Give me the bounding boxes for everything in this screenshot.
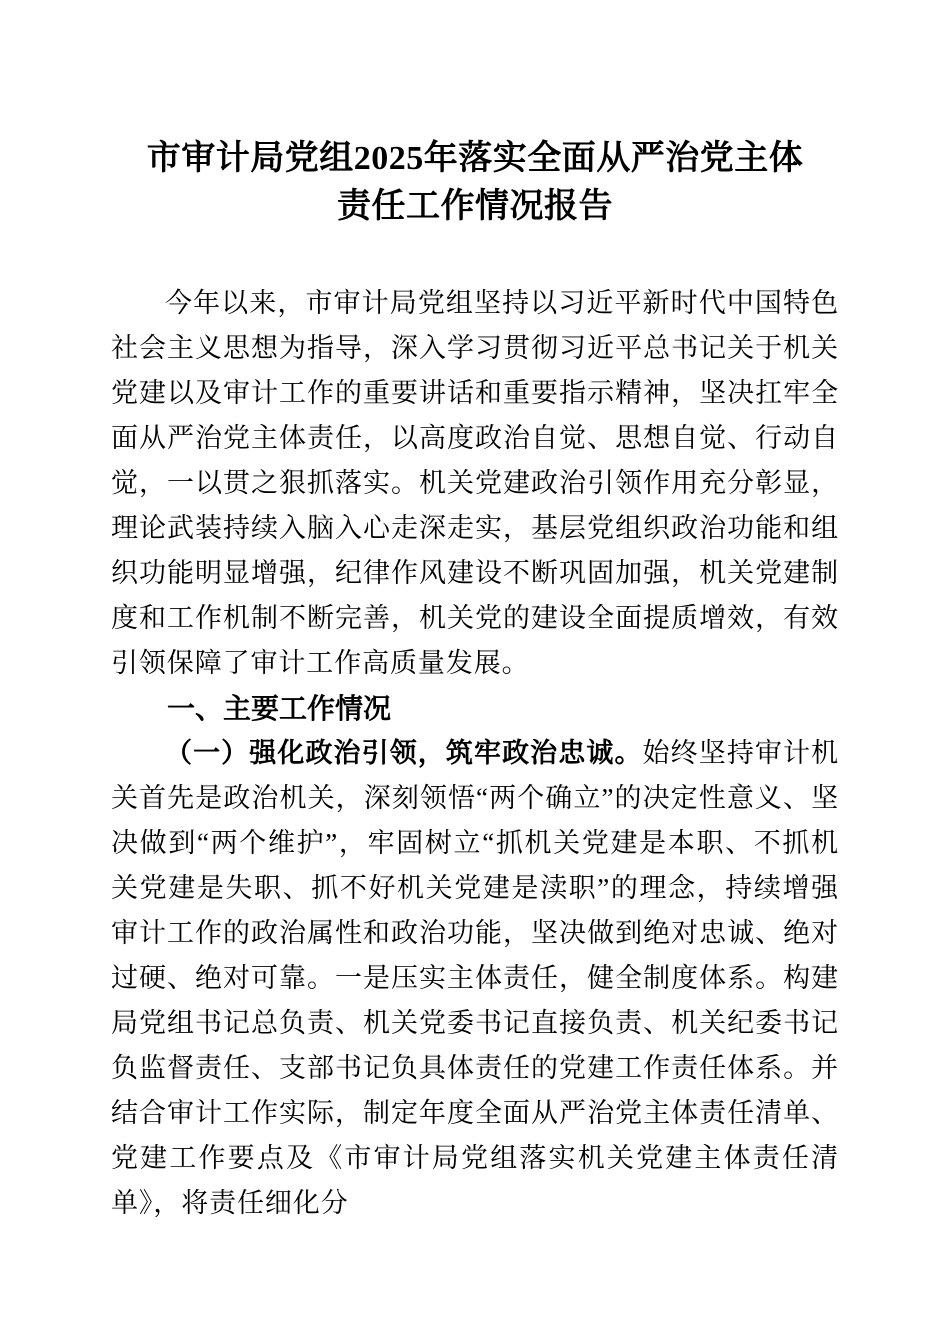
document-content <box>111 0 839 1226</box>
document-title: 市审计局党组2025年落实全面从严治党主体责任工作情况报告 <box>146 140 804 225</box>
subsection-text: 始终坚持审计机关首先是政治机关，深刻领悟“两个确立”的决定性意义、坚决做到“两个维护”，牢固树立“抓机关党建是本职、不抓机关党建是失职、抓不好机关党建是渎职”的理念，持续增强审计工作的政治属性和政治功能，坚决做到绝对忠诚、绝对过硬、绝对可靠。一是压实主体责任，健全制度体系。构建局党组书记总负责、机关党委书记直接负责、机关纪委书记负监督责任、支部书记负具体责任的党建工作责任体系。并结合审计工作实际，制定年度全面从严治党主体责任清单、党建工作要点及《市审计局党组落实机关党建主体责任清单》，将责任细化分 <box>111 738 839 1218</box>
subsection-paragraph <box>111 731 839 1226</box>
subsection-lead: （一）强化政治引领，筑牢政治忠诚。 <box>165 738 643 768</box>
section-heading-main-work: 一、主要工作情况 <box>167 693 392 724</box>
intro-paragraph: 今年以来，市审计局党组坚持以习近平新时代中国特色社会主义思想为指导，深入学习贯彻习近平总书记关于机关党建以及审计工作的重要讲话和重要指示精神，坚决扛牢全面从严治党主体责任，以高度政治自觉、思想自觉、行动自觉，一以贯之狠抓落实。机关党建政治引领作用充分彰显，理论武装持续入脑入心走深走实，基层党组织政治功能和组织功能明显增强，纪律作风建设不断巩固加强，机关党建制度和工作机制不断完善，机关党的建设全面提质增效，有效引领保障了审计工作高质量发展。 <box>111 288 839 678</box>
